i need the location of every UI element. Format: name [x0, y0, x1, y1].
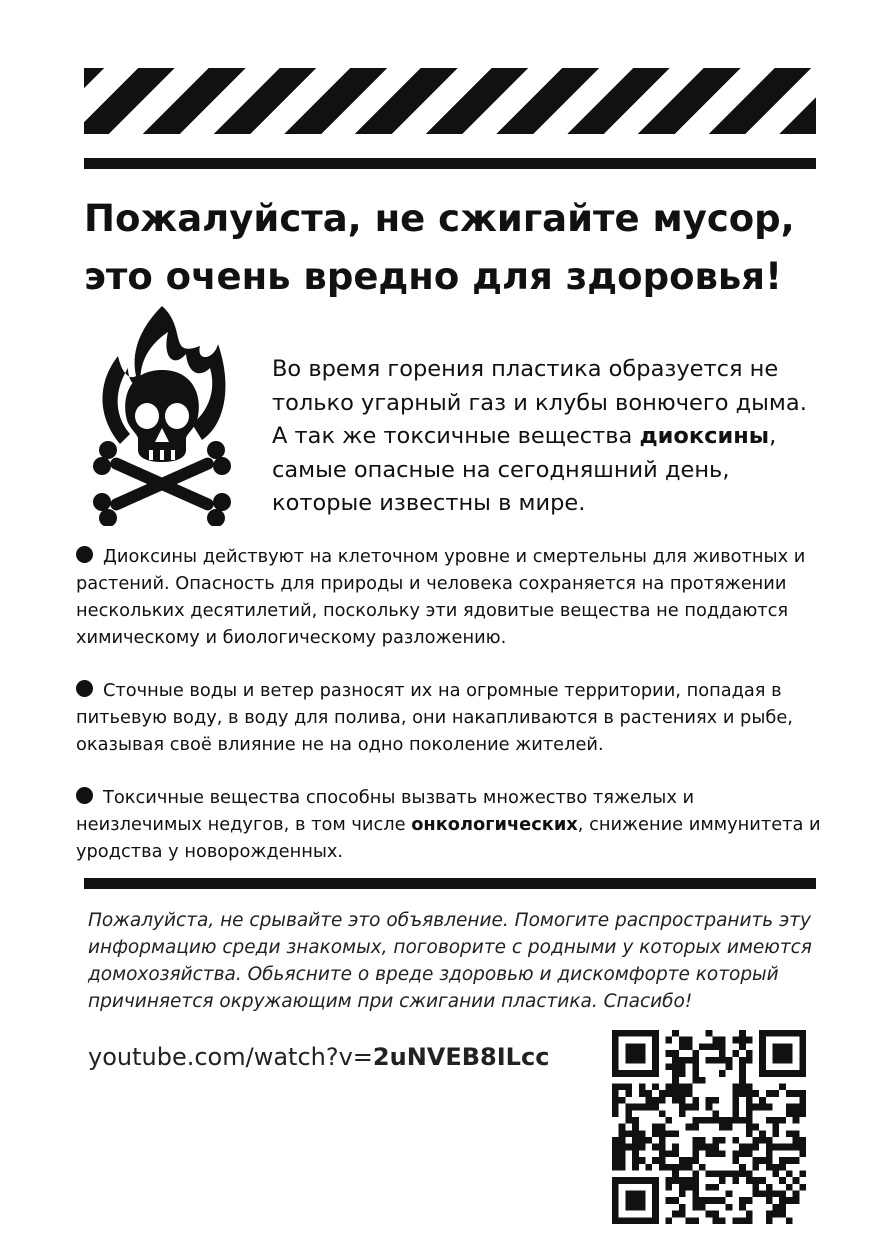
filled-circle-icon	[76, 787, 93, 804]
bullet-item-1	[76, 543, 822, 651]
skull-crossbones-flame-icon	[92, 298, 232, 526]
intro-bold-term: диоксины	[639, 423, 770, 449]
intro-text-end: , самые опасные на сегодняшний день, которые известны в мире.	[272, 423, 777, 516]
video-url-prefix: youtube.com/watch?v=	[88, 1043, 373, 1071]
request-note: Пожалуйста, не срывайте это объявление. Помогите распространить эту информацию среди знакомых, поговорите с родными у которых имеются домохозяйства. Обьясните о вреде здоровью и дискомфорте который причиняется окружающим при сжигании пластика. Спасибо!	[88, 910, 812, 1012]
qr-code-icon	[612, 1030, 806, 1224]
video-url-id: 2uNVEB8ILcc	[372, 1043, 550, 1071]
intro-paragraph	[272, 353, 828, 521]
bullet-2-text: Сточные воды и ветер разносят их на огромные территории, попадая в питьевую воду, в воду для полива, они накапливаются в растениях и рыбе, оказывая своё влияние не на одно поколение жителей.	[76, 680, 793, 755]
bullet-item-2	[76, 677, 822, 758]
video-url	[88, 1040, 549, 1074]
bullet-3-bold-term: онкологических	[411, 814, 578, 835]
top-divider	[84, 158, 816, 169]
headline-line-2: это очень вредно для здоровья!	[84, 255, 782, 298]
bullet-item-3	[76, 784, 822, 865]
headline-line-1: Пожалуйста, не сжигайте мусор,	[84, 197, 795, 240]
filled-circle-icon	[76, 546, 93, 563]
hazard-stripes-banner	[84, 68, 816, 134]
headline	[84, 190, 824, 306]
intro-text-start: Во время горения пластика образуется не только угарный газ и клубы вонючего дыма. А так же токсичные вещества	[272, 356, 807, 449]
bullet-1-text: Диоксины действуют на клеточном уровне и смертельны для животных и растений. Опасность для природы и человека сохраняется на протяжении нескольких десятилетий, поскольку эти ядовитые вещества не поддаются химическому и биологическому разложению.	[76, 546, 806, 648]
bottom-divider	[84, 878, 816, 889]
bullet-3-text-start: Токсичные вещества способны вызвать множество тяжелых и неизлечимых недугов, в том числе	[76, 787, 695, 835]
bullet-3-text-end: , снижение иммунитета и уродства у новорожденных.	[76, 814, 821, 862]
filled-circle-icon	[76, 680, 93, 697]
